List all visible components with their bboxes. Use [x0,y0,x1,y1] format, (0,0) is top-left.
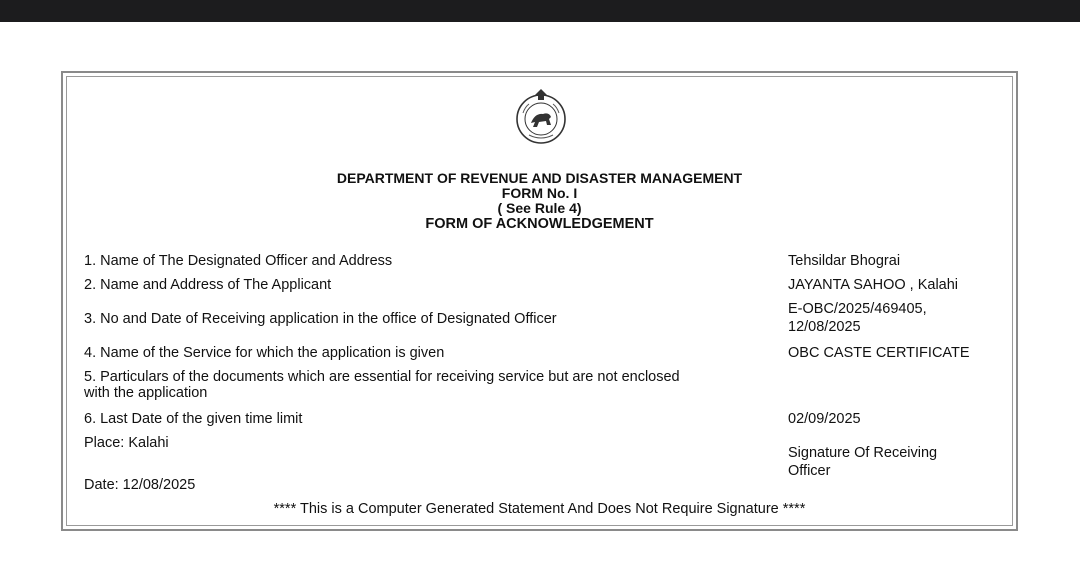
row-value: E-OBC/2025/469405, [788,301,927,317]
row-value: Tehsildar Bhograi [788,253,901,269]
row-value: 12/08/2025 [788,319,861,335]
row-label: 5. Particulars of the documents which are essential for receiving service but are not enclosed [84,369,680,385]
row-label: with the application [84,385,208,401]
form-heading [67,171,1012,232]
footer-note: **** This is a Computer Generated Statement And Does Not Require Signature **** [273,501,806,517]
row-label: 4. Name of the Service for which the application is given [84,345,445,361]
top-bar [0,0,1080,22]
row-label: 6. Last Date of the given time limit [84,411,303,427]
row-value: JAYANTA SAHOO , Kalahi [788,277,959,293]
row-value: 02/09/2025 [788,411,861,427]
department-title: DEPARTMENT OF REVENUE AND DISASTER MANAGEMENT [336,170,743,186]
row-label: 2. Name and Address of The Applicant [84,277,332,293]
form-inner-border [66,76,1013,526]
date-text: Date: 12/08/2025 [84,477,196,493]
signature-label: Officer [788,463,831,479]
rule-reference: ( See Rule 4) [497,200,582,216]
row-label: 1. Name of The Designated Officer and Address [84,253,393,269]
row-label: 3. No and Date of Receiving application in the office of Designated Officer [84,311,557,327]
signature-label: Signature Of Receiving [788,445,938,461]
place-text: Place: Kalahi [84,435,169,451]
form-title: FORM OF ACKNOWLEDGEMENT [425,216,654,232]
row-value: OBC CASTE CERTIFICATE [788,345,970,361]
odisha-government-emblem-icon [513,87,569,147]
acknowledgement-form [61,71,1018,531]
form-number: FORM No. I [501,185,578,201]
